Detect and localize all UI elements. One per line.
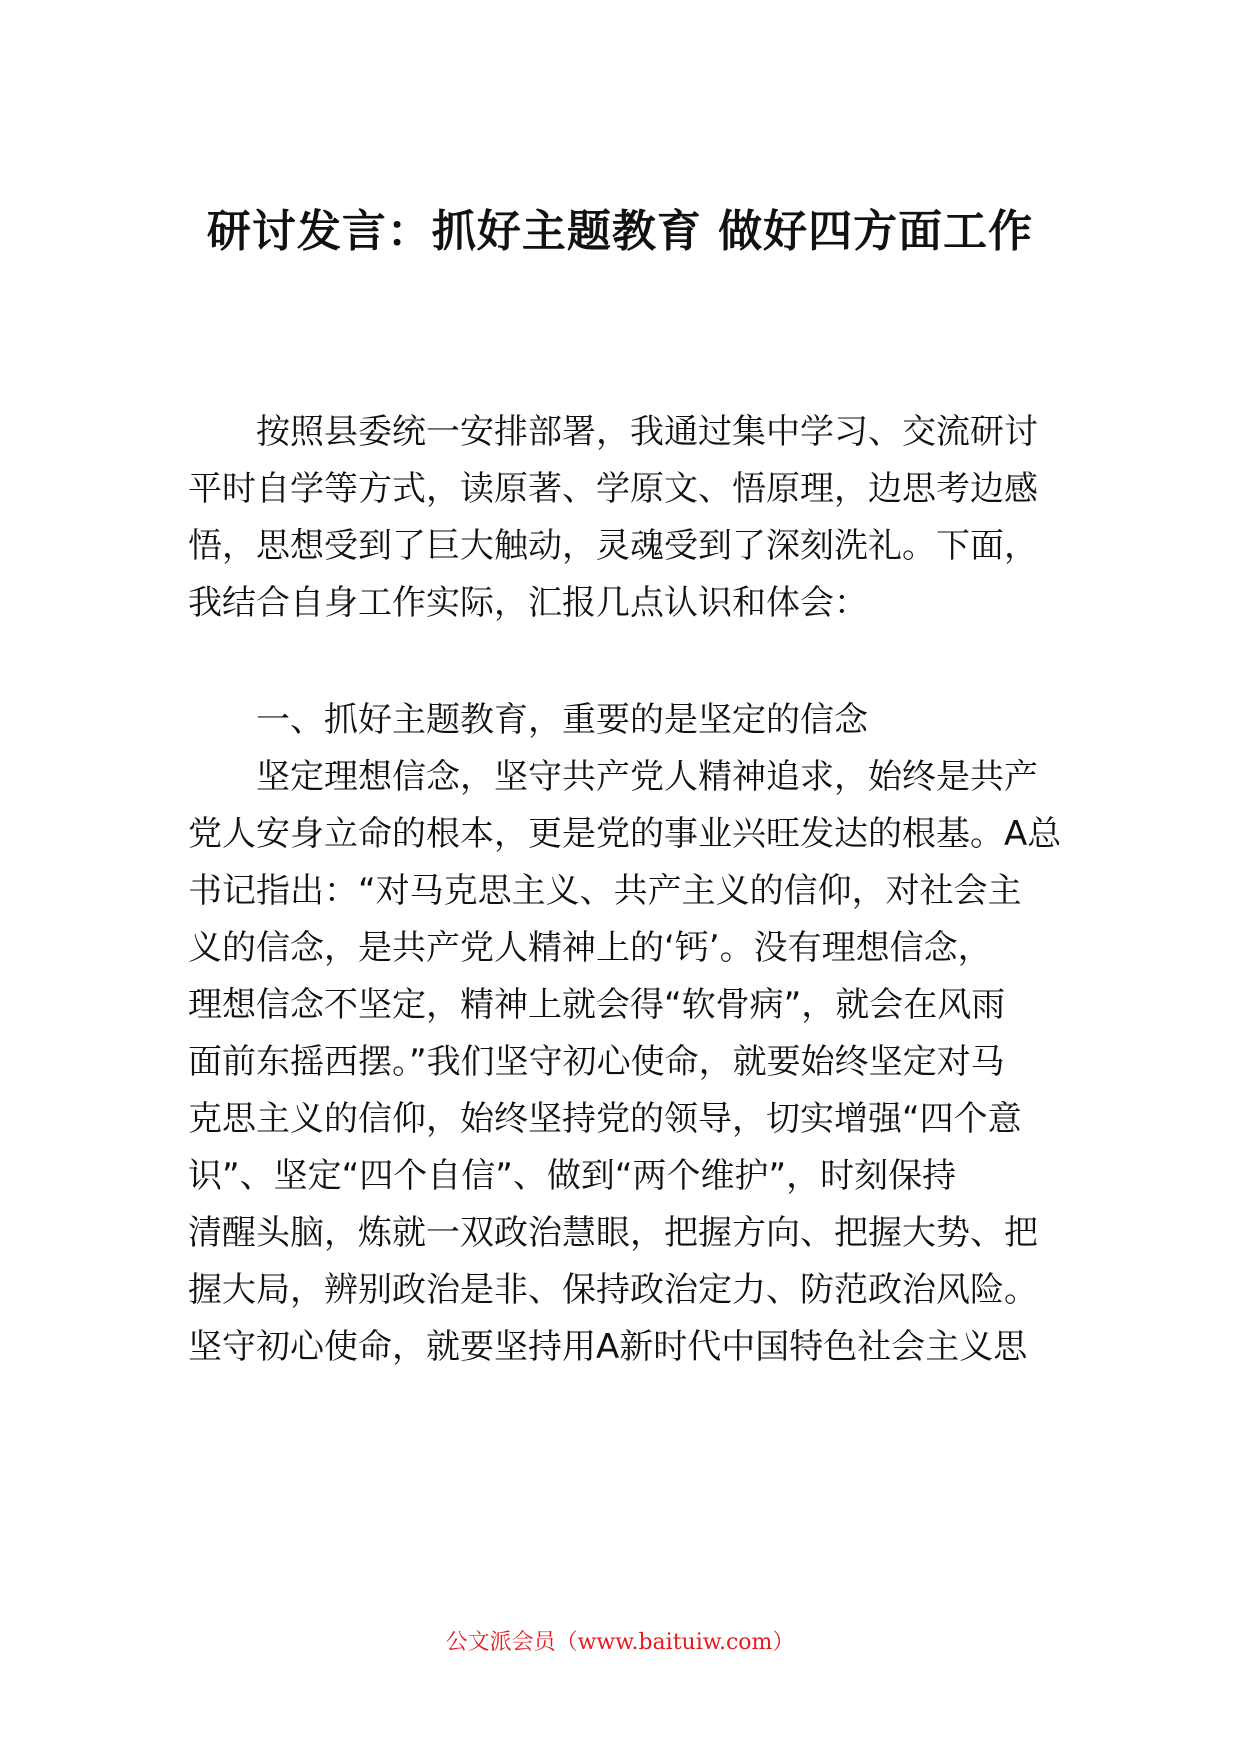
section-line-6: 面前东摇西摆。”我们坚守初心使命，就要始终坚定对马	[188, 1042, 1005, 1082]
section-line-2: 党人安身立命的根本，更是党的事业兴旺发达的根基。A总	[188, 814, 1062, 854]
section-line-5: 理想信念不坚定，精神上就会得“软骨病”，就会在风雨	[188, 985, 1006, 1025]
intro-line-2: 平时自学等方式，读原著、学原文、悟原理，边思考边感	[188, 469, 1038, 509]
intro-line-4: 我结合自身工作实际，汇报几点认识和体会：	[188, 583, 868, 623]
section-line-4: 义的信念，是共产党人精神上的‘钙’。没有理想信念，	[188, 928, 992, 968]
footer-watermark: 公文派会员（www.baituiw.com）	[445, 1630, 795, 1655]
section-line-10: 握大局，辨别政治是非、保持政治定力、防范政治风险。	[188, 1270, 1038, 1310]
section-line-3: 书记指出：“对马克思主义、共产主义的信仰，对社会主	[188, 871, 1022, 911]
section-line-11: 坚守初心使命，就要坚持用A新时代中国特色社会主义思	[188, 1327, 1028, 1367]
intro-line-1: 按照县委统一安排部署，我通过集中学习、交流研讨	[256, 412, 1038, 452]
section-line-8: 识”、坚定“四个自信”、做到“两个维护”，时刻保持	[188, 1156, 957, 1196]
section-heading: 一、抓好主题教育，重要的是坚定的信念	[256, 700, 868, 740]
section-line-1: 坚定理想信念，坚守共产党人精神追求，始终是共产	[256, 757, 1038, 797]
section-line-7: 克思主义的信仰，始终坚持党的领导，切实增强“四个意	[188, 1099, 1022, 1139]
document-title: 研讨发言：抓好主题教育 做好四方面工作	[206, 206, 1034, 257]
section-line-9: 清醒头脑，炼就一双政治慧眼，把握方向、把握大势、把	[188, 1213, 1038, 1253]
intro-line-3: 悟，思想受到了巨大触动，灵魂受到了深刻洗礼。下面，	[188, 526, 1038, 566]
